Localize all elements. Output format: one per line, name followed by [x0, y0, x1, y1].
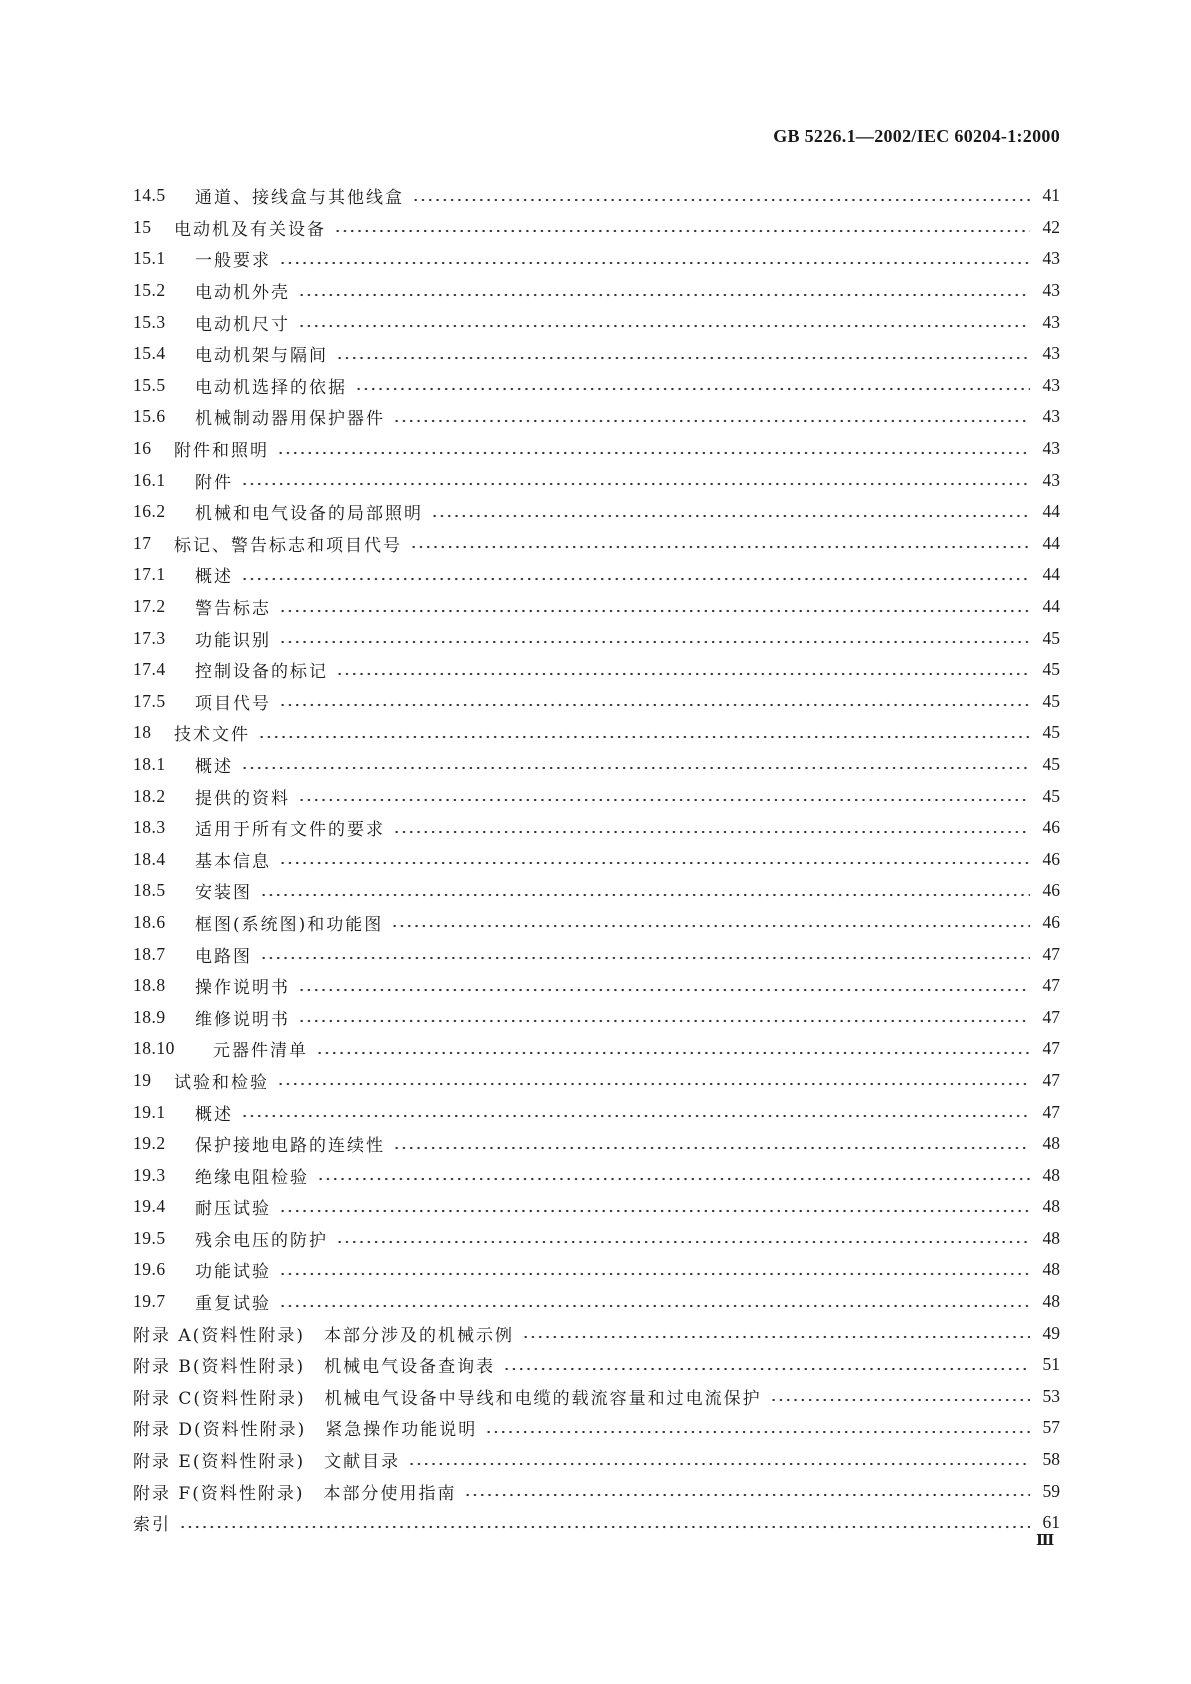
toc-entry-page: 47	[1042, 1006, 1060, 1027]
toc-entry-page: 43	[1042, 343, 1060, 364]
toc-entry[interactable]	[133, 843, 1060, 875]
dot-leader	[770, 1398, 1030, 1402]
dot-leader	[260, 893, 1030, 897]
toc-entry[interactable]	[133, 1475, 1060, 1507]
toc-entry-number: 17.1	[133, 564, 166, 585]
toc-entry-number: 15.1	[133, 248, 166, 269]
toc-entry[interactable]	[133, 1001, 1060, 1033]
toc-entry-title: 附录 E(资料性附录) 文献目录	[133, 1452, 401, 1473]
toc-entry-title: 附录 D(资料性附录) 紧急操作功能说明	[133, 1420, 478, 1441]
toc-entry-number: 14.5	[133, 185, 166, 206]
toc-entry-page: 46	[1042, 911, 1060, 932]
dot-leader	[503, 1367, 1030, 1371]
toc-entry-number: 17	[133, 532, 152, 553]
toc-entry[interactable]	[133, 1286, 1060, 1318]
toc-entry-number: 17.4	[133, 659, 166, 680]
toc-entry-number: 18.8	[133, 975, 166, 996]
toc-entry-page: 48	[1042, 1227, 1060, 1248]
toc-entry-page: 43	[1042, 406, 1060, 427]
toc-entry-number: 18.10	[133, 1038, 175, 1059]
toc-entry-page: 48	[1042, 1164, 1060, 1185]
toc-entry-title: 电路图	[195, 946, 252, 967]
toc-entry-number: 18.7	[133, 943, 166, 964]
toc-entry-title: 概述	[195, 567, 233, 588]
toc-entry-number: 18.2	[133, 785, 166, 806]
toc-entry[interactable]	[133, 401, 1060, 433]
table-of-contents	[133, 180, 1060, 1539]
toc-entry[interactable]	[133, 749, 1060, 781]
dot-leader	[391, 924, 1030, 928]
dot-leader	[279, 609, 1030, 613]
toc-entry-page: 48	[1042, 1259, 1060, 1280]
toc-entry-number: 18	[133, 722, 152, 743]
toc-entry-number: 17.5	[133, 690, 166, 711]
toc-entry-number: 18.9	[133, 1006, 166, 1027]
toc-entry-number: 19.3	[133, 1164, 166, 1185]
toc-entry-number: 17.2	[133, 596, 166, 617]
toc-entry-number: 19.2	[133, 1133, 166, 1154]
toc-entry-title: 附录 C(资料性附录) 机械电气设备中导线和电缆的载流容量和过电流保护	[133, 1388, 762, 1409]
dot-leader	[260, 956, 1030, 960]
toc-entry[interactable]	[133, 1191, 1060, 1223]
dot-leader	[241, 1114, 1030, 1118]
dot-leader	[298, 1019, 1030, 1023]
toc-entry-page: 43	[1042, 248, 1060, 269]
dot-leader	[279, 261, 1030, 265]
toc-entry-number: 15.6	[133, 406, 166, 427]
toc-entry-page: 49	[1042, 1322, 1060, 1343]
toc-entry-number: 15.4	[133, 343, 166, 364]
toc-entry-title: 控制设备的标记	[195, 662, 328, 683]
dot-leader	[277, 1082, 1030, 1086]
toc-entry-title: 索引	[133, 1515, 171, 1536]
toc-entry-page: 43	[1042, 469, 1060, 490]
toc-entry-title: 适用于所有文件的要求	[195, 820, 385, 841]
toc-entry[interactable]	[133, 780, 1060, 812]
toc-entry-page: 41	[1042, 185, 1060, 206]
toc-entry-title: 功能识别	[195, 630, 271, 651]
toc-entry[interactable]	[133, 370, 1060, 402]
toc-entry[interactable]	[133, 654, 1060, 686]
dot-leader	[336, 1240, 1030, 1244]
toc-entry-title: 警告标志	[195, 599, 271, 620]
dot-leader	[241, 577, 1030, 581]
dot-leader	[277, 451, 1030, 455]
toc-entry[interactable]	[133, 1223, 1060, 1255]
toc-entry[interactable]	[133, 1096, 1060, 1128]
toc-entry-page: 45	[1042, 627, 1060, 648]
toc-entry-title: 机械和电气设备的局部照明	[195, 504, 423, 525]
toc-entry-number: 19.6	[133, 1259, 166, 1280]
toc-entry-page: 43	[1042, 438, 1060, 459]
toc-entry-page: 53	[1042, 1385, 1060, 1406]
toc-entry-page: 46	[1042, 817, 1060, 838]
toc-entry-title: 项目代号	[195, 693, 271, 714]
toc-entry[interactable]	[133, 528, 1060, 560]
toc-entry-title: 重复试验	[195, 1294, 271, 1315]
toc-entry[interactable]	[133, 686, 1060, 718]
toc-entry-title: 概述	[195, 1104, 233, 1125]
toc-entry-page: 43	[1042, 311, 1060, 332]
toc-entry[interactable]	[133, 243, 1060, 275]
toc-entry[interactable]	[133, 559, 1060, 591]
toc-entry-number: 19.5	[133, 1227, 166, 1248]
dot-leader	[279, 640, 1030, 644]
dot-leader	[334, 229, 1030, 233]
toc-entry-title: 附录 B(资料性附录) 机械电气设备查询表	[133, 1357, 496, 1378]
toc-entry-page: 45	[1042, 785, 1060, 806]
toc-entry[interactable]	[133, 1381, 1060, 1413]
toc-entry-page: 61	[1042, 1512, 1060, 1533]
toc-entry[interactable]	[133, 1507, 1060, 1539]
toc-entry[interactable]	[133, 1317, 1060, 1349]
toc-entry-title: 试验和检验	[174, 1072, 269, 1093]
toc-entry[interactable]	[133, 907, 1060, 939]
toc-entry[interactable]	[133, 970, 1060, 1002]
toc-entry-page: 57	[1042, 1417, 1060, 1438]
toc-entry-number: 16	[133, 438, 152, 459]
toc-entry-title: 标记、警告标志和项目代号	[174, 535, 402, 556]
toc-entry[interactable]	[133, 433, 1060, 465]
toc-entry-number: 16.1	[133, 469, 166, 490]
toc-entry-page: 44	[1042, 564, 1060, 585]
toc-entry-page: 58	[1042, 1449, 1060, 1470]
toc-entry-number: 18.5	[133, 880, 166, 901]
page-number: Ⅲ	[1036, 1533, 1055, 1549]
toc-entry-page: 42	[1042, 216, 1060, 237]
dot-leader	[336, 356, 1030, 360]
toc-entry[interactable]	[133, 1128, 1060, 1160]
toc-entry-page: 46	[1042, 880, 1060, 901]
toc-entry[interactable]	[133, 1412, 1060, 1444]
toc-entry-number: 18.6	[133, 911, 166, 932]
dot-leader	[393, 830, 1030, 834]
toc-entry[interactable]	[133, 464, 1060, 496]
toc-entry[interactable]	[133, 717, 1060, 749]
toc-entry-title: 保护接地电路的连续性	[195, 1136, 385, 1157]
toc-entry-number: 15.3	[133, 311, 166, 332]
toc-entry-number: 18.1	[133, 753, 166, 774]
toc-entry-title: 附件	[195, 472, 233, 493]
toc-entry-title: 附录 F(资料性附录) 本部分使用指南	[133, 1483, 457, 1504]
toc-entry[interactable]	[133, 1254, 1060, 1286]
dot-leader	[393, 419, 1030, 423]
dot-leader	[410, 545, 1030, 549]
toc-entry[interactable]	[133, 938, 1060, 970]
toc-entry-number: 15.5	[133, 374, 166, 395]
dot-leader	[431, 514, 1030, 518]
toc-entry-page: 45	[1042, 659, 1060, 680]
toc-entry-title: 电动机尺寸	[195, 314, 290, 335]
toc-entry-page: 47	[1042, 1069, 1060, 1090]
toc-entry-number: 18.4	[133, 848, 166, 869]
toc-entry-title: 机械制动器用保护器件	[195, 409, 385, 430]
toc-entry-title: 一般要求	[195, 251, 271, 272]
toc-entry[interactable]	[133, 1349, 1060, 1381]
toc-entry-title: 残余电压的防护	[195, 1230, 328, 1251]
dot-leader	[317, 1177, 1030, 1181]
toc-entry-title: 电动机及有关设备	[174, 219, 326, 240]
dot-leader	[241, 482, 1030, 486]
toc-entry[interactable]	[133, 875, 1060, 907]
toc-entry-number: 19.4	[133, 1196, 166, 1217]
toc-entry-number: 18.3	[133, 817, 166, 838]
toc-entry-page: 59	[1042, 1480, 1060, 1501]
toc-entry-number: 19.7	[133, 1291, 166, 1312]
toc-entry[interactable]	[133, 812, 1060, 844]
toc-entry-page: 46	[1042, 848, 1060, 869]
dot-leader	[279, 1209, 1030, 1213]
toc-entry-page: 45	[1042, 690, 1060, 711]
toc-entry-title: 概述	[195, 756, 233, 777]
toc-entry-title: 提供的资料	[195, 788, 290, 809]
toc-entry-title: 耐压试验	[195, 1199, 271, 1220]
dot-leader	[279, 703, 1030, 707]
dot-leader	[279, 861, 1030, 865]
toc-entry-number: 16.2	[133, 501, 166, 522]
toc-entry-page: 45	[1042, 753, 1060, 774]
toc-entry-title: 安装图	[195, 883, 252, 904]
toc-entry[interactable]	[133, 338, 1060, 370]
dot-leader	[408, 1462, 1030, 1466]
toc-entry-page: 47	[1042, 1101, 1060, 1122]
dot-leader	[298, 293, 1030, 297]
toc-entry-page: 47	[1042, 1038, 1060, 1059]
toc-entry-number: 19	[133, 1069, 152, 1090]
toc-entry[interactable]	[133, 306, 1060, 338]
dot-leader	[412, 198, 1030, 202]
toc-entry-number: 15	[133, 216, 152, 237]
toc-entry[interactable]	[133, 1065, 1060, 1097]
toc-entry-page: 48	[1042, 1196, 1060, 1217]
toc-entry[interactable]	[133, 1159, 1060, 1191]
dot-leader	[298, 324, 1030, 328]
toc-entry-title: 绝缘电阻检验	[195, 1167, 309, 1188]
toc-entry-title: 元器件清单	[213, 1041, 308, 1062]
dot-leader	[316, 1051, 1030, 1055]
toc-entry-title: 电动机外壳	[195, 283, 290, 304]
toc-entry-page: 47	[1042, 943, 1060, 964]
toc-entry-title: 功能试验	[195, 1262, 271, 1283]
toc-entry[interactable]	[133, 1444, 1060, 1476]
toc-entry-title: 电动机选择的依据	[195, 377, 347, 398]
toc-entry-title: 操作说明书	[195, 978, 290, 999]
dot-leader	[355, 387, 1030, 391]
toc-entry-number: 15.2	[133, 280, 166, 301]
toc-entry-title: 附录 A(资料性附录) 本部分涉及的机械示例	[133, 1325, 514, 1346]
toc-entry-page: 44	[1042, 596, 1060, 617]
toc-entry[interactable]	[133, 622, 1060, 654]
toc-entry-number: 17.3	[133, 627, 166, 648]
toc-entry-title: 电动机架与隔间	[195, 346, 328, 367]
toc-entry[interactable]	[133, 496, 1060, 528]
toc-entry-page: 48	[1042, 1291, 1060, 1312]
toc-entry-page: 51	[1042, 1354, 1060, 1375]
toc-entry-page: 43	[1042, 374, 1060, 395]
standard-code-header: GB 5226.1—2002/IEC 60204-1:2000	[773, 126, 1060, 146]
dot-leader	[336, 672, 1030, 676]
toc-entry[interactable]	[133, 275, 1060, 307]
toc-entry-page: 43	[1042, 280, 1060, 301]
dot-leader	[179, 1525, 1030, 1529]
toc-entry-title: 维修说明书	[195, 1009, 290, 1030]
dot-leader	[393, 1146, 1030, 1150]
toc-entry-page: 44	[1042, 532, 1060, 553]
dot-leader	[279, 1272, 1030, 1276]
toc-entry-title: 基本信息	[195, 851, 271, 872]
toc-entry-page: 44	[1042, 501, 1060, 522]
dot-leader	[485, 1430, 1030, 1434]
toc-entry-title: 框图(系统图)和功能图	[195, 914, 384, 935]
toc-entry-page: 47	[1042, 975, 1060, 996]
toc-entry[interactable]	[133, 1033, 1060, 1065]
dot-leader	[464, 1493, 1030, 1497]
toc-entry-number: 19.1	[133, 1101, 166, 1122]
toc-entry[interactable]	[133, 591, 1060, 623]
toc-entry-title: 附件和照明	[174, 441, 269, 462]
toc-entry-title: 技术文件	[174, 725, 250, 746]
toc-entry[interactable]	[133, 212, 1060, 244]
dot-leader	[298, 798, 1030, 802]
dot-leader	[298, 988, 1030, 992]
dot-leader	[258, 735, 1030, 739]
toc-entry-page: 45	[1042, 722, 1060, 743]
toc-entry-title: 通道、接线盒与其他线盒	[195, 188, 404, 209]
dot-leader	[279, 1304, 1030, 1308]
dot-leader	[241, 766, 1030, 770]
toc-entry-page: 48	[1042, 1133, 1060, 1154]
dot-leader	[522, 1335, 1030, 1339]
toc-entry[interactable]	[133, 180, 1060, 212]
